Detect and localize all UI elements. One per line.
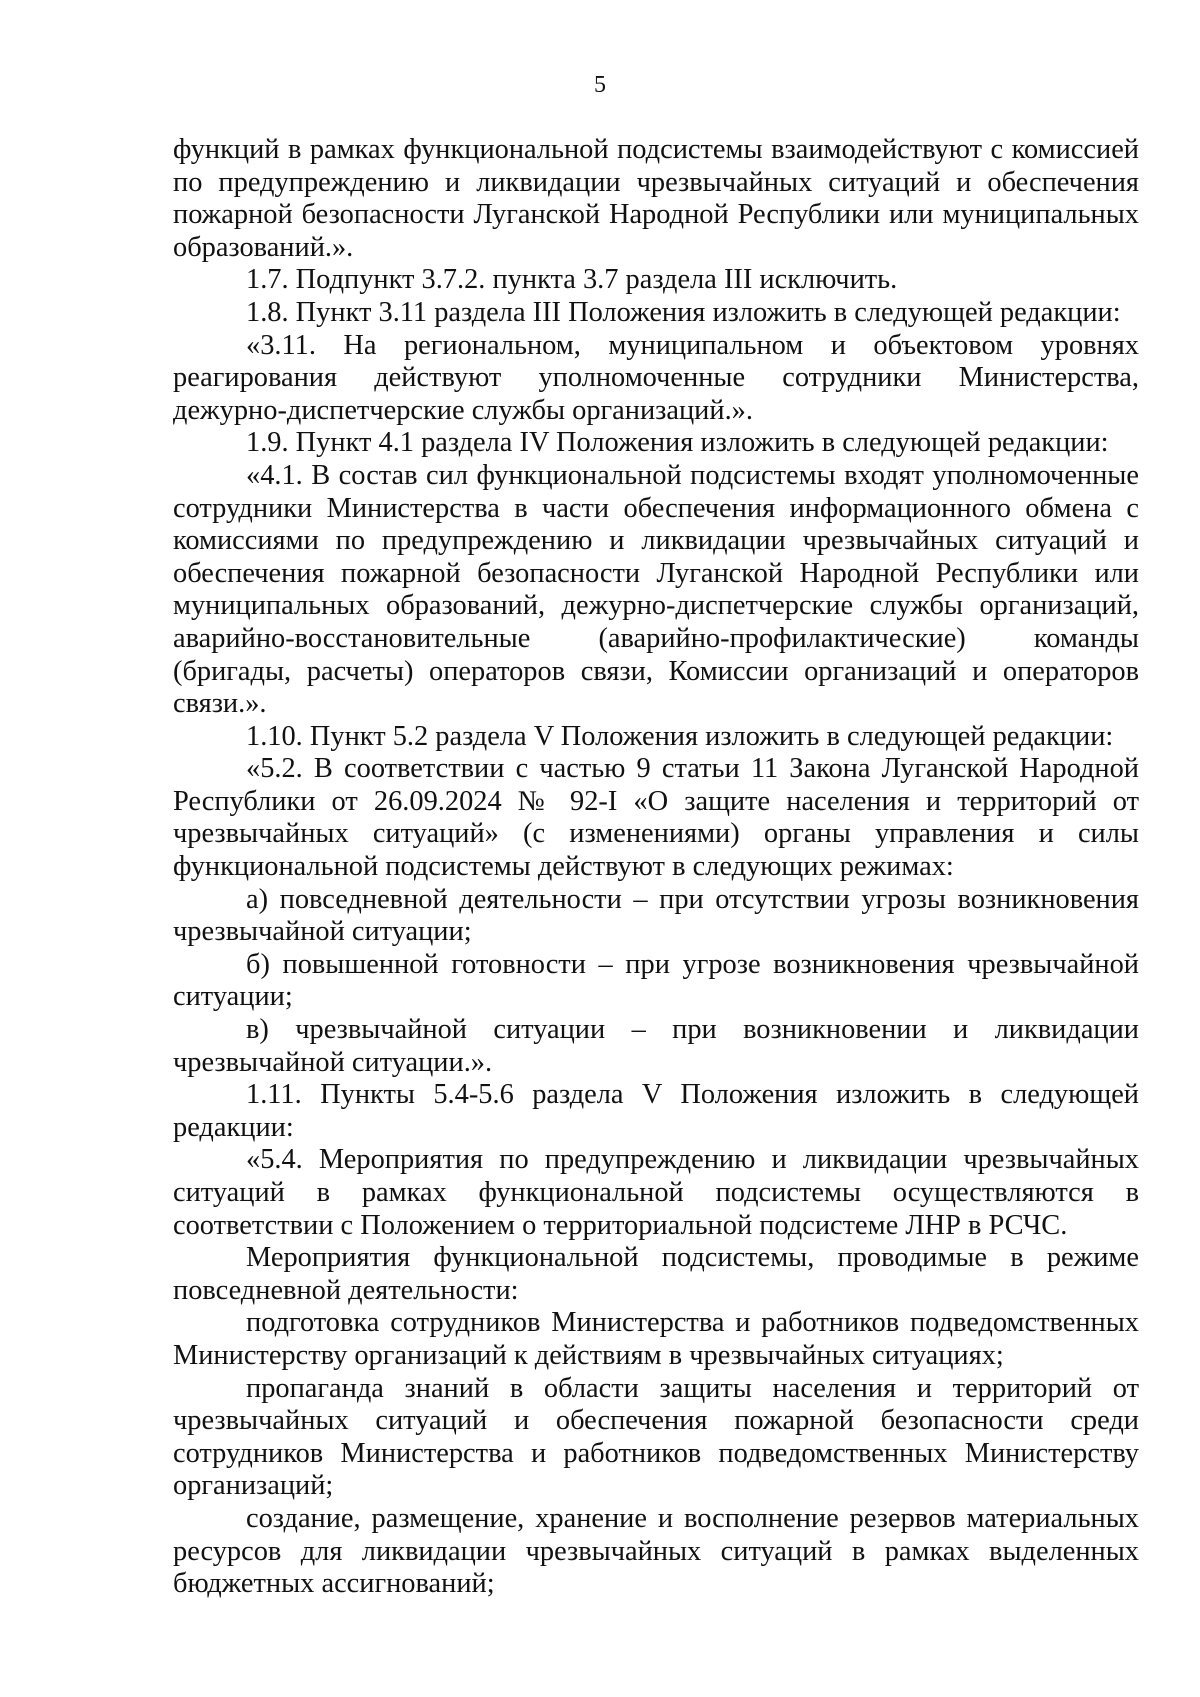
paragraph: 1.11. Пункты 5.4-5.6 раздела V Положения изложить в следующей редакции: bbox=[173, 1079, 1139, 1143]
paragraph: б) повышенной готовности – при угрозе возникновения чрезвычайной ситуации; bbox=[173, 948, 1139, 1013]
paragraph: подготовка сотрудников Министерства и работников подведомственных Министерству организаций к действиям в чрезвычайных ситуациях; bbox=[173, 1307, 1139, 1371]
paragraph: «3.11. На региональном, муниципальном и объектовом уровнях реагирования действуют уполномоченные сотрудники Министерства, дежурно-диспетчерские службы организаций.». bbox=[173, 329, 1139, 426]
paragraph: 1.9. Пункт 4.1 раздела IV Положения изложить в следующей редакции: bbox=[246, 427, 1109, 459]
paragraph: 1.10. Пункт 5.2 раздела V Положения изложить в следующей редакции: bbox=[246, 720, 1114, 752]
document-body bbox=[173, 134, 1139, 1601]
paragraph: в) чрезвычайной ситуации – при возникновении и ликвидации чрезвычайной ситуации.». bbox=[173, 1014, 1139, 1078]
page-number: 5 bbox=[594, 72, 606, 98]
paragraph: 1.8. Пункт 3.11 раздела III Положения изложить в следующей редакции: bbox=[246, 296, 1121, 328]
paragraph: «5.2. В соответствии с частью 9 статьи 11 Закона Луганской Народной Республики от 26.09.2024 № 92-I «О защите населения и территорий от чрезвычайных ситуаций» (с изменениями) органы управления и силы функциональной подсистемы действуют в следующих режимах: bbox=[173, 753, 1139, 883]
paragraph: Мероприятия функциональной подсистемы, проводимые в режиме повседневной деятельности: bbox=[173, 1242, 1139, 1306]
paragraph: «5.4. Мероприятия по предупреждению и ликвидации чрезвычайных ситуаций в рамках функциональной подсистемы осуществляются в соответствии с Положением о территориальной подсистеме ЛНР в РСЧС. bbox=[173, 1144, 1139, 1241]
paragraph: 1.7. Подпункт 3.7.2. пункта 3.7 раздела III исключить. bbox=[246, 264, 898, 296]
paragraph: функций в рамках функциональной подсистемы взаимодействуют с комиссией по предупреждению и ликвидации чрезвычайных ситуаций и обеспечения пожарной безопасности Луганской Народной Республики или муниципальных образований.». bbox=[173, 134, 1139, 263]
paragraph: создание, размещение, хранение и восполнение резервов материальных ресурсов для ликвидации чрезвычайных ситуаций в рамках выделенных бюджетных ассигнований; bbox=[173, 1502, 1139, 1600]
paragraph: «4.1. В состав сил функциональной подсистемы входят уполномоченные сотрудники Министерства в части обеспечения информационного обмена с комиссиями по предупреждению и ликвидации чрезвычайных ситуаций и обеспечения пожарной безопасности Луганской Народной Республики или муниципальных образований, дежурно-диспетчерские службы организаций, аварийно-восстановительные (аварийно-профилактические) команды (бригады, расчеты) операторов связи, Комиссии организаций и операторов связи.». bbox=[173, 459, 1139, 720]
paragraph: пропаганда знаний в области защиты населения и территорий от чрезвычайных ситуаций и обеспечения пожарной безопасности среди сотрудников Министерства и работников подведомственных Министерству организаций; bbox=[173, 1372, 1139, 1502]
paragraph: а) повседневной деятельности – при отсутствии угрозы возникновения чрезвычайной ситуации; bbox=[173, 883, 1139, 948]
